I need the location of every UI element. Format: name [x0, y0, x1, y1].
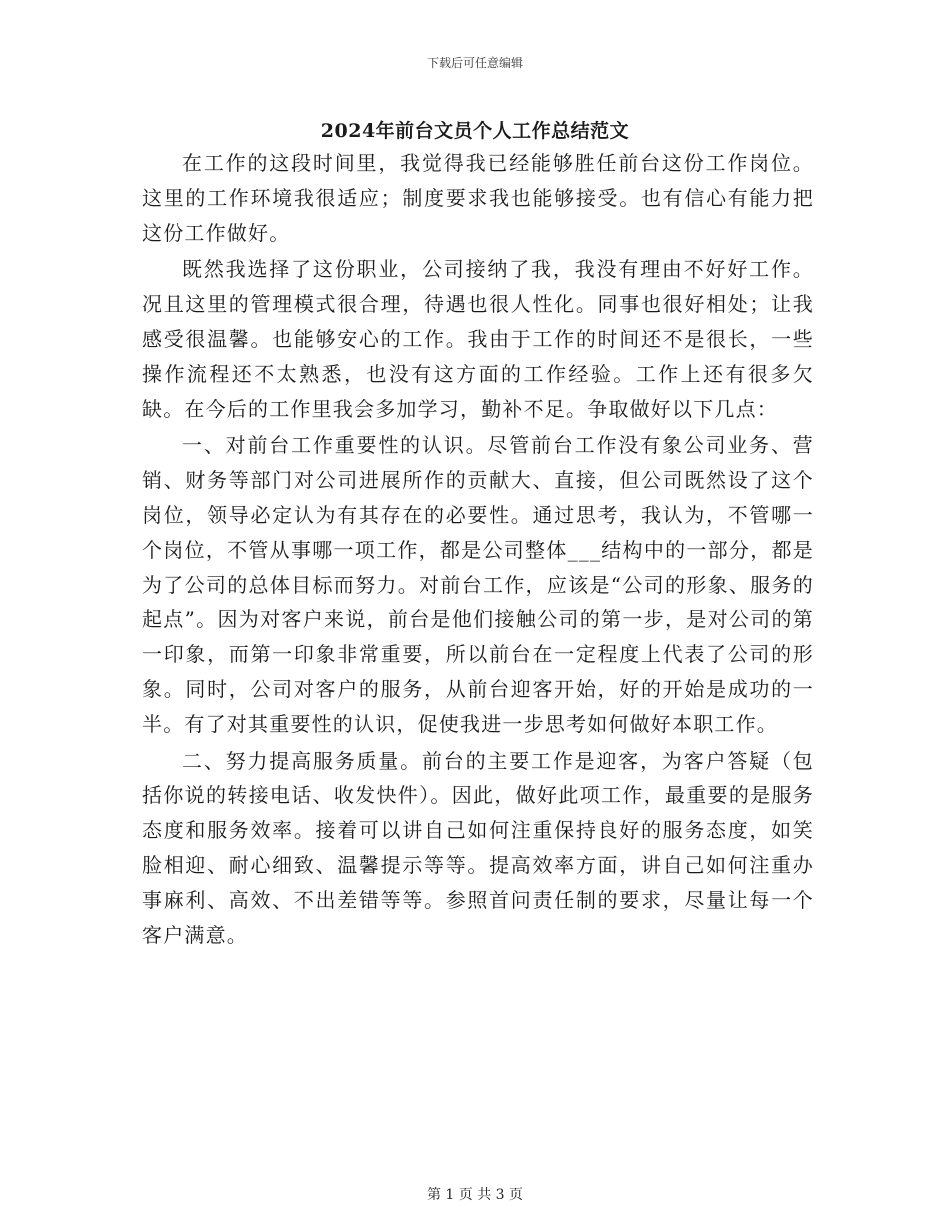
page-number: 第 1 页 共 3 页 — [426, 1187, 524, 1203]
document-title: 2024年前台文员个人工作总结范文 — [320, 120, 630, 142]
paragraph-intro: 在工作的这段时间里，我觉得我已经能够胜任前台这份工作岗位。这里的工作环境我很适应；制度要求我也能够接受。也有信心有能力把这份工作做好。 — [142, 151, 814, 245]
paragraph-point-two: 二、努力提高服务质量。前台的主要工作是迎客，为客户答疑（包括你说的转接电话、收发快件）。因此，做好此项工作，最重要的是服务态度和服务效率。接着可以讲自己如何注重保持良好的服务态度，如笑脸相迎、耐心细致、温馨提示等等。提高效率方面，讲自己如何注重办事麻利、高效、不出差错等等。参照首问责任制的要求，尽量让每一个客户满意。 — [142, 748, 814, 947]
document-body — [142, 146, 814, 954]
header-note: 下载后可任意编辑 — [426, 56, 523, 70]
paragraph-commitment: 既然我选择了这份职业，公司接纳了我，我没有理由不好好工作。况且这里的管理模式很合理，待遇也很人性化。同事也很好相处；让我感受很温馨。也能够安心的工作。我由于工作的时间还不是很长，一些操作流程还不太熟悉，也没有这方面的工作经验。工作上还有很多欠缺。在今后的工作里我会多加学习，勤补不足。争取做好以下几点： — [142, 257, 814, 421]
paragraph-point-one: 一、对前台工作重要性的认识。尽管前台工作没有象公司业务、营销、财务等部门对公司进展所作的贡献大、直接，但公司既然设了这个岗位，领导必定认为有其存在的必要性。通过思考，我认为，不管哪一个岗位，不管从事哪一项工作，都是公司整体___结构中的一部分，都是为了公司的总体目标而努力。对前台工作，应该是“公司的形象、服务的起点”。因为对客户来说，前台是他们接触公司的第一步，是对公司的第一印象，而第一印象非常重要，所以前台在一定程度上代表了公司的形象。同时，公司对客户的服务，从前台迎客开始，好的开始是成功的一半。有了对其重要性的认识，促使我进一步思考如何做好本职工作。 — [142, 433, 814, 736]
